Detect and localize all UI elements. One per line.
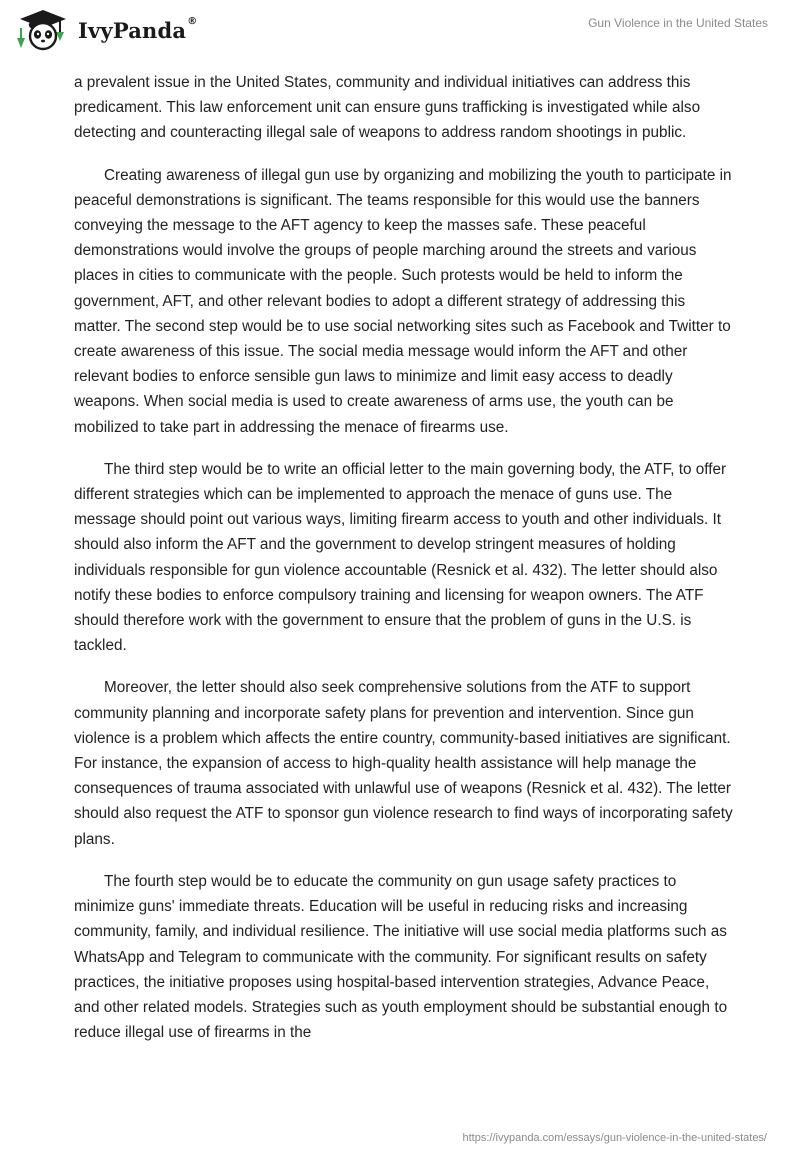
brand-name bbox=[78, 15, 198, 43]
source-url[interactable]: https://ivypanda.com/essays/gun-violence-in-the-united-states/ bbox=[462, 1132, 767, 1144]
paragraph: Creating awareness of illegal gun use by organizing and mobilizing the youth to participate in peaceful demonstrations is significant. The teams responsible for this would use the banners conveying the message to the AFT agency to keep the masses safe. These peaceful demonstrations would involve the groups of people marching around the streets and various places in cities to communicate with the people. Such protests would be held to inform the government, AFT, and other relevant bodies to adopt a different strategy of addressing this matter. The second step would be to use social networking sites such as Facebook and Twitter to create awareness of this issue. The social media message would inform the AFT and other relevant bodies to enforce sensible gun laws to minimize and limit easy access to deadly weapons. When social media is used to create awareness of arms use, the youth can be mobilized to take part in addressing the menace of firearms use. bbox=[74, 166, 732, 436]
paragraph: Moreover, the letter should also seek comprehensive solutions from the ATF to support community planning and incorporate safety plans for prevention and intervention. Since gun violence is a problem which affects the entire country, community-based initiatives are significant. For instance, the expansion of access to high-quality health assistance will help manage the consequences of trauma associated with unlawful use of weapons (Resnick et al. 432). The letter should also request the ATF to sponsor gun violence research to find ways of incorporating safety plans. bbox=[74, 679, 733, 848]
paragraph: The third step would be to write an official letter to the main governing body, the ATF, to offer different strategies which can be implemented to approach the menace of guns use. The message should point out various ways, limiting firearm access to youth and other individuals. It should also inform the AFT and the government to develop stringent measures of holding individuals responsible for gun violence accountable (Resnick et al. 432). The letter should also notify these bodies to enforce compulsory training and licensing for weapon owners. The ATF should therefore work with the government to ensure that the problem of guns in the U.S. is tackled. bbox=[74, 460, 727, 655]
paragraph: The fourth step would be to educate the community on gun usage safety practices to minimize guns' immediate threats. Education will be useful in reducing risks and increasing community, family, and individual resilience. The initiative will use social media platforms such as WhatsApp and Telegram to communicate with the community. For significant results on safety practices, the initiative proposes using hospital-based intervention strategies, Advance Peace, and other related models. Strategies such as youth employment should be substantial enough to reduce illegal use of firearms in the bbox=[74, 872, 728, 1042]
panda-logo-icon bbox=[14, 8, 72, 52]
ivypanda-logo[interactable] bbox=[14, 8, 197, 52]
document-title: Gun Violence in the United States bbox=[588, 16, 768, 30]
paragraph: a prevalent issue in the United States, community and individual initiatives can address this predicament. This law enforcement unit can ensure guns trafficking is investigated while also detecting and counteracting illegal sale of weapons to address random shootings in public. bbox=[74, 74, 701, 142]
brand-text: IvyPanda bbox=[78, 17, 187, 43]
registered-mark: ® bbox=[187, 15, 198, 27]
essay-body bbox=[74, 70, 734, 1062]
page-header bbox=[0, 0, 800, 60]
